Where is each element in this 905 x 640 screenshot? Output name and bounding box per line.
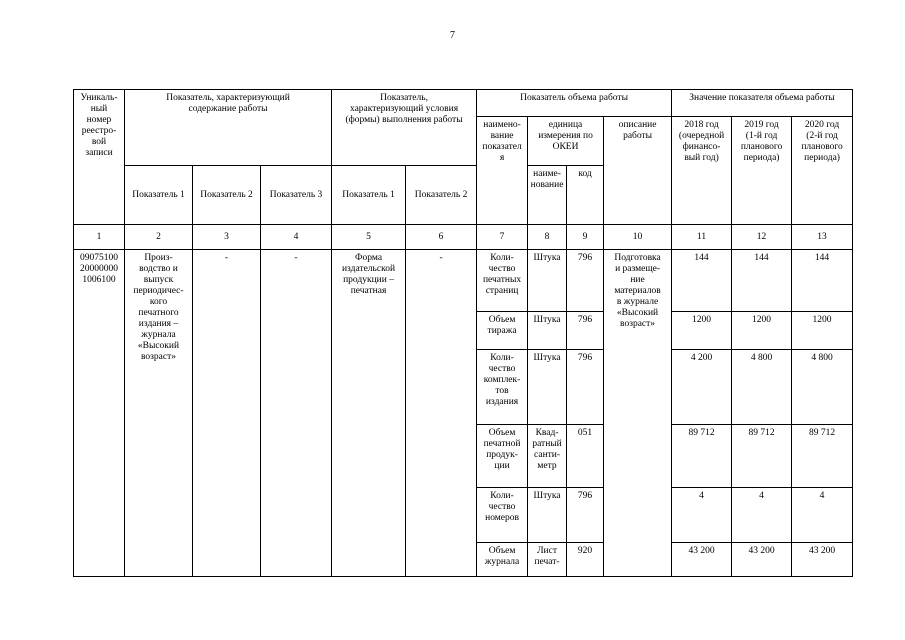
row-unit-code: 796 xyxy=(567,250,604,312)
row-value-2018: 4 200 xyxy=(672,350,732,425)
row-unit-code: 051 xyxy=(567,425,604,488)
row-unit-name: Квад- ратный санти- метр xyxy=(528,425,567,488)
row-unit-name: Штука xyxy=(528,250,567,312)
record-condition-2: - xyxy=(406,250,477,577)
row-unit-code: 920 xyxy=(567,543,604,577)
header-content-ind-1: Показатель 1 xyxy=(125,166,193,225)
column-number: 10 xyxy=(604,225,672,250)
row-value-2020: 4 xyxy=(792,488,853,543)
header-content-ind-3: Показатель 3 xyxy=(261,166,332,225)
column-number: 4 xyxy=(261,225,332,250)
column-number: 7 xyxy=(477,225,528,250)
row-value-2019: 43 200 xyxy=(732,543,792,577)
record-condition-1: Форма издательской продукции – печатная xyxy=(332,250,406,577)
header-condition-ind-2: Показатель 2 xyxy=(406,166,477,225)
column-number: 5 xyxy=(332,225,406,250)
header-year-2020: 2020 год (2-й год планового периода) xyxy=(792,117,853,225)
row-unit-code: 796 xyxy=(567,350,604,425)
row-unit-name: Штука xyxy=(528,350,567,425)
record-content-3: - xyxy=(261,250,332,577)
work-volume-table xyxy=(73,89,853,577)
record-description: Подготовка и размеще- ние материалов в журнале «Высокий возраст» xyxy=(604,250,672,577)
header-condition-ind-1: Показатель 1 xyxy=(332,166,406,225)
row-indicator-name: Коли- чество номеров xyxy=(477,488,528,543)
row-value-2020: 43 200 xyxy=(792,543,853,577)
row-indicator-name: Коли- чество комплек- тов издания xyxy=(477,350,528,425)
column-number: 3 xyxy=(193,225,261,250)
header-conditions-indicator: Показатель, характеризующий условия (формы) выполнения работы xyxy=(332,90,477,166)
header-unit-code: код xyxy=(567,166,604,225)
column-number: 12 xyxy=(732,225,792,250)
column-number: 8 xyxy=(528,225,567,250)
record-unique-number: 09075100 20000000 1006100 xyxy=(74,250,125,577)
row-indicator-name: Объем печатной продук- ции xyxy=(477,425,528,488)
header-content-indicator: Показатель, характеризующий содержание работы xyxy=(125,90,332,166)
row-value-2020: 4 800 xyxy=(792,350,853,425)
record-content-1: Произ- водство и выпуск периодичес- кого печатного издания – журнала «Высокий возраст» xyxy=(125,250,193,577)
column-number: 1 xyxy=(74,225,125,250)
row-value-2018: 89 712 xyxy=(672,425,732,488)
row-value-2018: 4 xyxy=(672,488,732,543)
record-content-2: - xyxy=(193,250,261,577)
row-value-2020: 89 712 xyxy=(792,425,853,488)
row-unit-name: Штука xyxy=(528,312,567,350)
row-value-2019: 144 xyxy=(732,250,792,312)
header-volume-indicator: Показатель объема работы xyxy=(477,90,672,117)
header-unique-number: Уникаль- ный номер реестро- вой записи xyxy=(74,90,125,225)
header-indicator-name: наимено- вание показател я xyxy=(477,117,528,225)
row-value-2019: 89 712 xyxy=(732,425,792,488)
column-number: 2 xyxy=(125,225,193,250)
row-indicator-name: Объем тиража xyxy=(477,312,528,350)
header-year-2019: 2019 год (1-й год планового периода) xyxy=(732,117,792,225)
header-unit-name: наиме- нование xyxy=(528,166,567,225)
row-unit-name: Лист печат- xyxy=(528,543,567,577)
row-unit-name: Штука xyxy=(528,488,567,543)
row-value-2020: 1200 xyxy=(792,312,853,350)
row-value-2018: 43 200 xyxy=(672,543,732,577)
row-unit-code: 796 xyxy=(567,312,604,350)
header-volume-value: Значение показателя объема работы xyxy=(672,90,853,117)
column-number: 6 xyxy=(406,225,477,250)
column-number: 11 xyxy=(672,225,732,250)
row-value-2019: 4 xyxy=(732,488,792,543)
page-number: 7 xyxy=(450,30,455,41)
row-value-2018: 1200 xyxy=(672,312,732,350)
row-value-2020: 144 xyxy=(792,250,853,312)
header-content-ind-2: Показатель 2 xyxy=(193,166,261,225)
row-unit-code: 796 xyxy=(567,488,604,543)
column-number: 13 xyxy=(792,225,853,250)
header-unit: единица измерения по ОКЕИ xyxy=(528,117,604,166)
row-value-2019: 1200 xyxy=(732,312,792,350)
row-value-2019: 4 800 xyxy=(732,350,792,425)
row-value-2018: 144 xyxy=(672,250,732,312)
header-description: описание работы xyxy=(604,117,672,225)
row-indicator-name: Коли- чество печатных страниц xyxy=(477,250,528,312)
column-number: 9 xyxy=(567,225,604,250)
header-year-2018: 2018 год (очередной финансо- вый год) xyxy=(672,117,732,225)
row-indicator-name: Объем журнала xyxy=(477,543,528,577)
